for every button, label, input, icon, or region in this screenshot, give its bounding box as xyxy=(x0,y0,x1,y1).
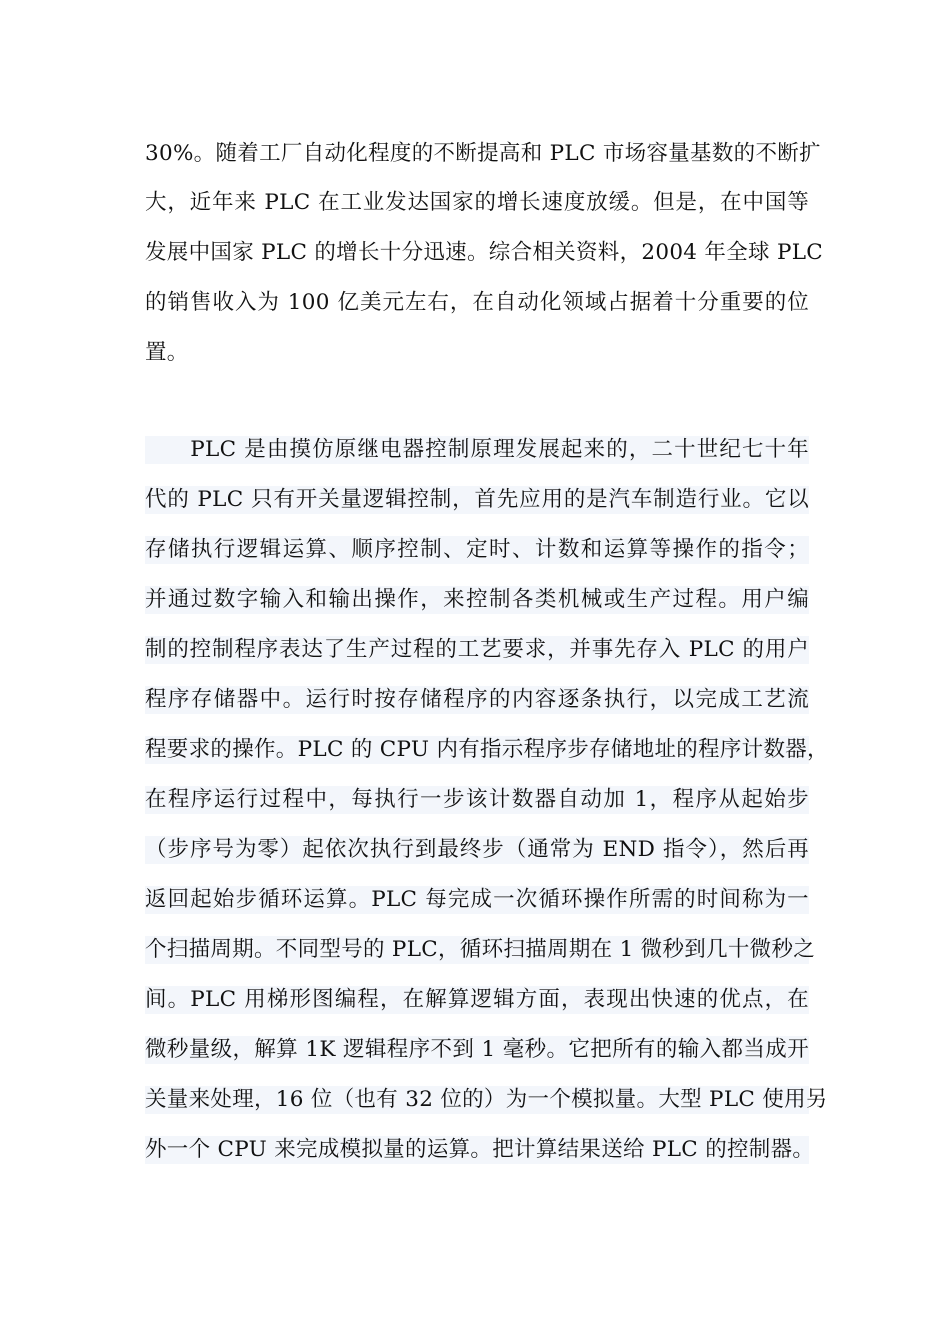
paragraph-2-line: 代的 PLC 只有开关量逻辑控制，首先应用的是汽车制造行业。它以 xyxy=(145,487,809,512)
paragraph-2-line: 制的控制程序表达了生产过程的工艺要求，并事先存入 PLC 的用户 xyxy=(145,637,809,662)
paragraph-2-line: （步序号为零）起依次执行到最终步（通常为 END 指令），然后再 xyxy=(145,837,809,862)
paragraph-1-line: 置。 xyxy=(145,340,189,365)
paragraph-2-line: 微秒量级，解算 1K 逻辑程序不到 1 毫秒。它把所有的输入都当成开 xyxy=(145,1037,809,1062)
paragraph-2-line: 程序存储器中。运行时按存储程序的内容逐条执行，以完成工艺流 xyxy=(145,687,809,712)
paragraph-1-line: 大，近年来 PLC 在工业发达国家的增长速度放缓。但是，在中国等 xyxy=(145,190,809,215)
paragraph-2-line: 在程序运行过程中，每执行一步该计数器自动加 1，程序从起始步 xyxy=(145,787,809,812)
paragraph-1-line: 30%。随着工厂自动化程度的不断提高和 PLC 市场容量基数的不断扩 xyxy=(145,141,821,166)
paragraph-1-line: 发展中国家 PLC 的增长十分迅速。综合相关资料，2004 年全球 PLC xyxy=(145,240,824,265)
paragraph-2-line: 外一个 CPU 来完成模拟量的运算。把计算结果送给 PLC 的控制器。 xyxy=(145,1137,815,1162)
paragraph-2-line: 个扫描周期。不同型号的 PLC，循环扫描周期在 1 微秒到几十微秒之 xyxy=(145,937,816,962)
paragraph-2-line: 并通过数字输入和输出操作，来控制各类机械或生产过程。用户编 xyxy=(145,587,809,612)
paragraph-2-line: 关量来处理，16 位（也有 32 位的）为一个模拟量。大型 PLC 使用另 xyxy=(145,1087,828,1112)
paragraph-2-line: PLC 是由摸仿原继电器控制原理发展起来的，二十世纪七十年 xyxy=(145,437,809,462)
paragraph-2-line: 存储执行逻辑运算、顺序控制、定时、计数和运算等操作的指令； xyxy=(145,537,809,562)
paragraph-2-line: 程要求的操作。PLC 的 CPU 内有指示程序步存储地址的程序计数器， xyxy=(145,737,829,762)
paragraph-2-line: 间。PLC 用梯形图编程，在解算逻辑方面，表现出快速的优点，在 xyxy=(145,987,809,1012)
paragraph-1-line: 的销售收入为 100 亿美元左右，在自动化领域占据着十分重要的位 xyxy=(145,290,809,315)
paragraph-2-line: 返回起始步循环运算。PLC 每完成一次循环操作所需的时间称为一 xyxy=(145,887,809,912)
